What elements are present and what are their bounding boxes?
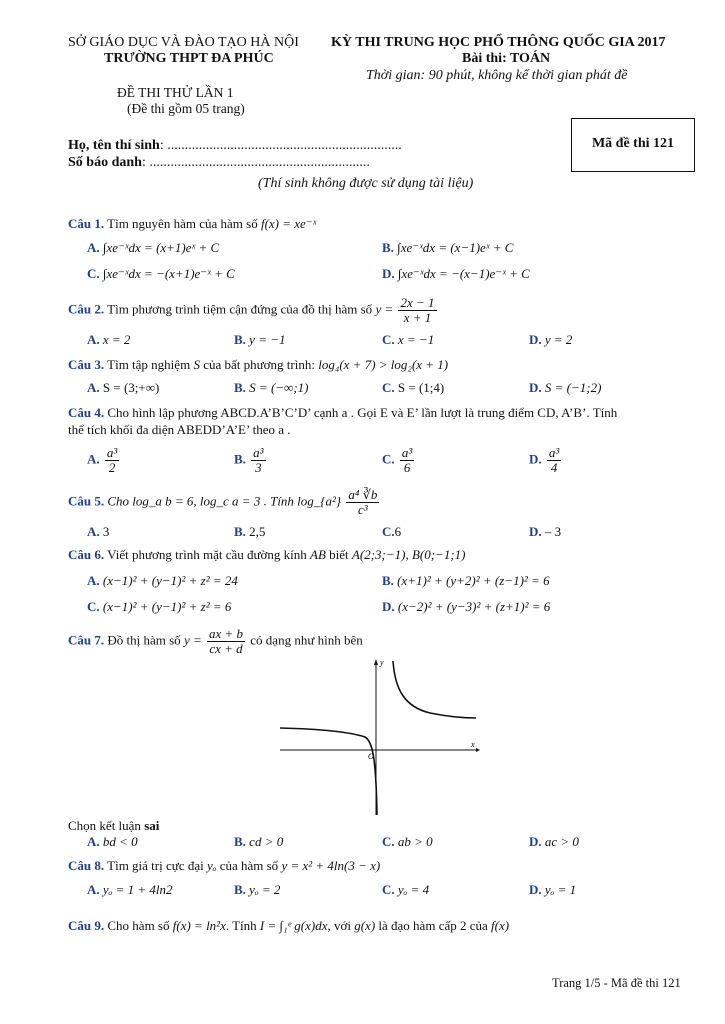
question-3-inequality: log₄(x + 7) > log₂(x + 1) (318, 357, 449, 372)
question-8-label: Câu 8. (68, 858, 105, 873)
question-3-label: Câu 3. (68, 357, 105, 372)
question-1-function: f(x) = xe⁻ˣ (260, 216, 317, 231)
q2-option-d[interactable]: D. y = 2 (529, 332, 573, 347)
x-axis-label: x (471, 740, 475, 749)
question-5-fraction: $\frac{\text{a⁴ ∛b}}{\text{c³}}$ (348, 487, 378, 517)
question-3: Câu 3. Tìm tập nghiệm S của bất phương trình: log₄(x + 7) > log₂(x + 1) (68, 357, 449, 372)
keyword-wrong: sai (144, 818, 160, 833)
q6-option-b[interactable]: B. (x+1)² + (y+2)² + (z−1)² = 6 (382, 573, 550, 588)
question-2: Câu 2. Tìm phương trình tiệm cận đứng của đồ thị hàm số y = $\frac{2x - 1}{x + 1}$ (68, 295, 435, 325)
y-axis-label: y (380, 658, 384, 667)
question-1 (68, 216, 316, 232)
exam-code: Mã đề thi 121 (591, 136, 675, 151)
q1-option-b[interactable]: B. ∫xe⁻ˣdx = (x−1)eˣ + C (382, 240, 514, 255)
student-id-row (68, 155, 370, 171)
q8-option-c[interactable]: C. yₒ = 4 (382, 882, 430, 897)
question-8-function: y = x² + 4ln(3 − x) (281, 858, 381, 873)
q1-option-a[interactable]: A. ∫xe⁻ˣdx = (x+1)eˣ + C (87, 240, 220, 255)
question-9: Câu 9. Cho hàm số f(x) = ln²x. Tính I = ∫₁ᵉ g(x)dx, với g(x) là đạo hàm cấp 2 của f(x) (68, 918, 510, 933)
q5-option-c[interactable]: C.6 (382, 524, 402, 539)
q6-option-d[interactable]: D. (x−2)² + (y−3)² + (z+1)² = 6 (382, 599, 551, 614)
q3-option-b[interactable]: B. S = (−∞;1) (234, 380, 309, 395)
student-id-label: Số báo danh (68, 155, 142, 170)
x-axis-arrow (476, 748, 480, 752)
q5-option-d[interactable]: D. – 3 (529, 524, 562, 539)
q4-option-d[interactable]: D. $\frac{\text{a³}}{4}$ (529, 445, 560, 475)
question-1-text: Tìm nguyên hàm của hàm số (107, 216, 258, 231)
question-7-prompt: Chọn kết luận sai (68, 818, 160, 833)
q6-option-c[interactable]: C. (x−1)² + (y−1)² + z² = 6 (87, 599, 232, 614)
question-5: Câu 5. Cho log_a b = 6, log_c a = 3 . Tính log_{a²} $\frac{\text{a⁴ ∛b}}{\text{c³}}$ (68, 487, 378, 517)
q8-option-d[interactable]: D. yₒ = 1 (529, 882, 577, 897)
exam-code-box (571, 118, 695, 172)
page-footer: Trang 1/5 - Mã đề thi 121 (552, 976, 681, 990)
student-name-label: Họ, tên thí sinh (68, 138, 160, 153)
q1-option-c[interactable]: C. ∫xe⁻ˣdx = −(x+1)e⁻ˣ + C (87, 266, 235, 281)
question-6: Câu 6. Viết phương trình mặt cầu đường kính AB biết A(2;3;−1), B(0;−1;1) (68, 547, 466, 562)
question-5-label: Câu 5. (68, 493, 105, 509)
q3-option-a[interactable]: A. S = (3;+∞) (87, 380, 160, 395)
question-4-label: Câu 4. (68, 405, 105, 420)
question-8: Câu 8. Tìm giá trị cực đại yₒ của hàm số y = x² + 4ln(3 − x) (68, 858, 381, 873)
page-count: (Đề thi gồm 05 trang) (127, 101, 245, 116)
q2-option-a[interactable]: A. x = 2 (87, 332, 131, 347)
q4-option-c[interactable]: C. $\frac{\text{a³}}{6}$ (382, 445, 413, 475)
student-name-field[interactable]: : ................................................................... (159, 138, 402, 153)
q5-option-a[interactable]: A. 3 (87, 524, 110, 539)
hyperbola-graph (280, 655, 480, 815)
y-axis-arrow (374, 659, 378, 665)
question-7-label: Câu 7. (68, 632, 105, 648)
right-branch (393, 661, 476, 718)
question-1-label: Câu 1. (68, 216, 105, 231)
q2-option-c[interactable]: C. x = −1 (382, 332, 435, 347)
question-2-fraction: $\frac{2x - 1}{x + 1}$ (400, 295, 435, 325)
q5-option-b[interactable]: B. 2,5 (234, 524, 266, 539)
exam-duration: Thời gian: 90 phút, không kể thời gian phát đề (366, 68, 628, 83)
question-4: Câu 4. Cho hình lập phương ABCD.A’B’C’D’ cạnh a . Gọi E và E’ lần lượt là trung điểm CD, A’B’. Tính (68, 405, 618, 420)
question-9-integral: I = ∫₁ᵉ g(x)dx (259, 918, 328, 933)
question-2-text: Tìm phương trình tiệm cận đứng của đồ thị hàm số (107, 301, 373, 317)
trial-label: ĐỀ THI THỬ LẦN 1 (117, 85, 234, 100)
question-9-label: Câu 9. (68, 918, 105, 933)
q1-option-d[interactable]: D. ∫xe⁻ˣdx = −(x−1)e⁻ˣ + C (382, 266, 530, 281)
left-branch (280, 728, 377, 815)
question-2-label: Câu 2. (68, 301, 105, 317)
department-name: SỞ GIÁO DỤC VÀ ĐÀO TẠO HÀ NỘI (68, 35, 299, 50)
no-materials-note: (Thí sinh không được sử dụng tài liệu) (258, 176, 474, 191)
q7-option-d[interactable]: D. ac > 0 (529, 834, 579, 849)
student-id-field[interactable]: : ............................................................... (141, 155, 370, 170)
question-7-fraction: $\frac{ax + b}{cx + d}$ (208, 626, 244, 656)
question-6-points: A(2;3;−1), B(0;−1;1) (351, 547, 466, 562)
question-6-label: Câu 6. (68, 547, 105, 562)
student-name-row (68, 138, 402, 154)
q6-option-a[interactable]: A. (x−1)² + (y−1)² + z² = 24 (87, 573, 238, 588)
q2-option-b[interactable]: B. y = −1 (234, 332, 286, 347)
q3-option-c[interactable]: C. S = (1;4) (382, 380, 445, 395)
q8-option-a[interactable]: A. yₒ = 1 + 4ln2 (87, 882, 173, 897)
exam-title: KỲ THI TRUNG HỌC PHỔ THÔNG QUỐC GIA 2017 (331, 35, 666, 50)
q7-option-b[interactable]: B. cd > 0 (234, 834, 284, 849)
subject-title: Bài thi: TOÁN (462, 51, 551, 66)
question-7: Câu 7. Đồ thị hàm số y = $\frac{ax + b}{cx + d}$ có dạng như hình bên (68, 626, 363, 656)
q4-option-a[interactable]: A. $\frac{\text{a³}}{2}$ (87, 445, 118, 475)
q4-option-b[interactable]: B. $\frac{\text{a³}}{3}$ (234, 445, 264, 475)
origin-label: O (368, 752, 374, 761)
q7-option-c[interactable]: C. ab > 0 (382, 834, 433, 849)
school-name: TRƯỜNG THPT ĐA PHÚC (104, 51, 274, 66)
q3-option-d[interactable]: D. S = (−1;2) (529, 380, 602, 395)
q8-option-b[interactable]: B. yₒ = 2 (234, 882, 281, 897)
q7-option-a[interactable]: A. bd < 0 (87, 834, 138, 849)
question-4-line-2: thể tích khối đa diện ABEDD’A’E’ theo a . (68, 422, 291, 437)
